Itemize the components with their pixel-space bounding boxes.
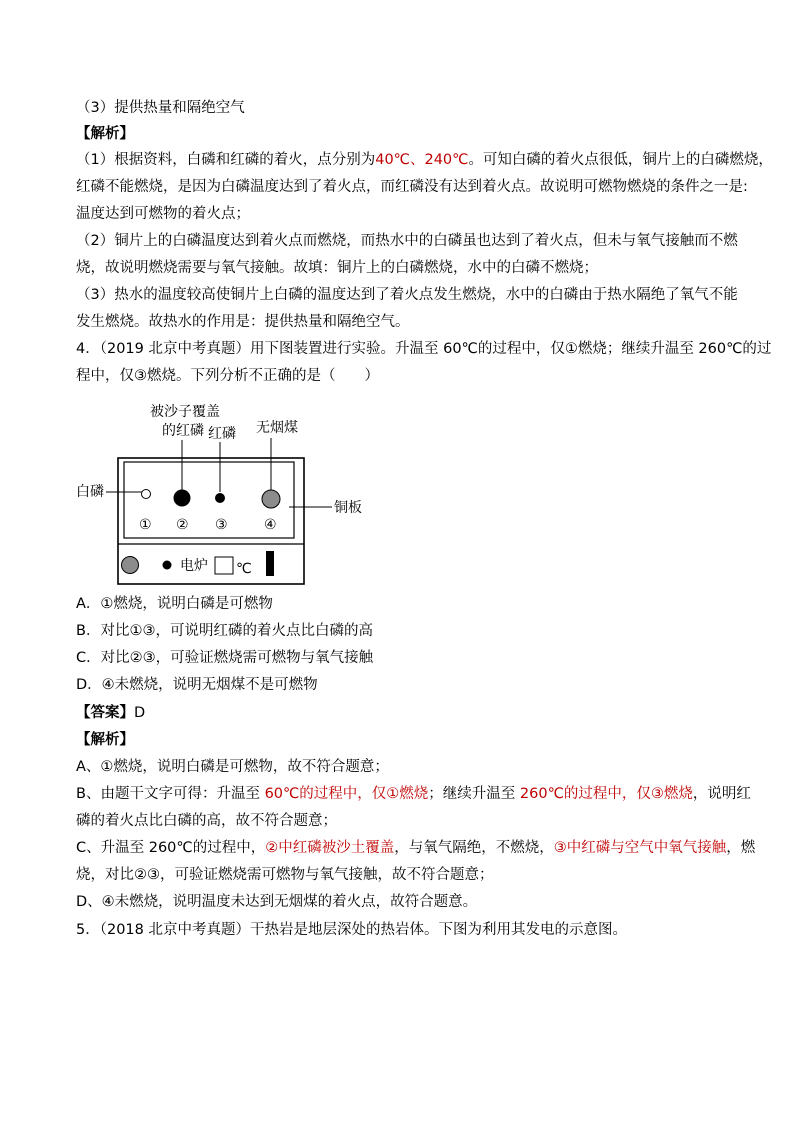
sample-number-3: ③ xyxy=(215,517,228,533)
highlight-span: 260℃的过程中，仅③燃烧 xyxy=(519,786,693,802)
white-phosphorus-sample xyxy=(142,490,151,499)
red-phosphorus-sample xyxy=(215,493,225,503)
label-red-phosphorus: 红磷 xyxy=(208,426,236,442)
analysis-1-line-2: 红磷不能燃烧，是因为白磷温度达到了着火点，而红磷没有达到着火点。故说明可燃物燃烧的条件之一是: xyxy=(76,179,748,195)
explanation-a: A、①燃烧，说明白磷是可燃物，故不符合题意； xyxy=(76,759,389,775)
explanation-b-line-2: 磷的着火点比白磷的高，故不符合题意； xyxy=(76,813,337,829)
analysis-3-line-1: （3）热水的温度较高使铜片上白磷的温度达到了着火点发生燃烧，水中的白磷由于热水隔绝了氧气不能 xyxy=(76,287,738,303)
answer-label: 【答案】 xyxy=(76,705,134,721)
explanation-c-line-2: 烧，对比②③，可验证燃烧需可燃物与氧气接触，故不符合题意； xyxy=(76,867,494,883)
text-span: ，说明红 xyxy=(692,786,751,802)
stove-switch xyxy=(266,551,274,576)
option-c: C．对比②③，可验证燃烧需可燃物与氧气接触 xyxy=(76,650,374,666)
option-d: D．④未燃烧，说明无烟煤不是可燃物 xyxy=(76,677,318,693)
analysis-2-line-1: （2）铜片上的白磷温度达到着火点而燃烧，而热水中的白磷虽也达到了着火点，但未与氧气接触而不燃 xyxy=(76,233,738,249)
label-anthracite: 无烟煤 xyxy=(256,420,298,436)
question-4-line-2: 程中，仅③燃烧。下列分析不正确的是（ ） xyxy=(76,368,379,384)
sample-number-2: ② xyxy=(176,517,189,533)
label-covered-red-phosphorus-1: 被沙子覆盖 xyxy=(150,404,220,420)
label-copper-plate: 铜板 xyxy=(334,500,362,516)
text-span: ；继续升温至 xyxy=(428,786,520,802)
stove-knob xyxy=(122,557,139,574)
analysis-heading: 【解析】 xyxy=(76,126,134,142)
temperature-unit: ℃ xyxy=(236,561,252,577)
q3-answer-line: （3）提供热量和隔绝空气 xyxy=(76,100,245,116)
experiment-diagram xyxy=(70,398,370,588)
highlight-span: 60℃的过程中，仅①燃烧 xyxy=(264,786,429,802)
sample-number-4: ④ xyxy=(264,517,277,533)
text-span: 。可知白磷的着火点很低，铜片上的白磷燃烧， xyxy=(468,152,773,168)
explanation-c-line-1 xyxy=(76,838,755,858)
label-covered-red-phosphorus-2: 的红磷 xyxy=(162,423,204,439)
highlight-span: ②中红磷被沙土覆盖 xyxy=(265,840,395,856)
temperature-display xyxy=(215,557,233,574)
sample-number-1: ① xyxy=(139,517,152,533)
highlight-span: 40℃、240℃ xyxy=(375,152,469,168)
analysis-1-line-1 xyxy=(76,150,773,170)
explanation-d: D、④未燃烧，说明温度未达到无烟煤的着火点，故符合题意。 xyxy=(76,894,478,910)
text-span: （1）根据资料，白磷和红磷的着火，点分别为 xyxy=(76,152,376,168)
question-5-line-1: 5．（2018 北京中考真题）干热岩是地层深处的热岩体。下图为利用其发电的示意图。 xyxy=(76,922,627,938)
explanation-b-line-1 xyxy=(76,784,751,804)
stove-label: 电炉 xyxy=(180,558,208,574)
text-span: ，与氧气隔绝，不燃烧， xyxy=(394,840,554,856)
stove-indicator-light xyxy=(163,561,172,570)
highlight-span: ③中红磷与空气中氧气接触 xyxy=(553,840,727,856)
text-span: ，燃 xyxy=(726,840,756,856)
analysis-1-line-3: 温度达到可燃物的着火点； xyxy=(76,206,250,222)
text-span: C、升温至 260℃的过程中， xyxy=(76,840,266,856)
option-b: B．对比①③，可说明红磷的着火点比白磷的高 xyxy=(76,623,373,639)
label-white-phosphorus: 白磷 xyxy=(76,484,104,500)
answer-value: D xyxy=(134,705,146,721)
analysis-3-line-2: 发生燃烧。故热水的作用是：提供热量和隔绝空气。 xyxy=(76,314,410,330)
answer-line xyxy=(76,703,145,723)
covered-red-phosphorus-sample xyxy=(174,490,191,507)
analysis-2-line-2: 烧，故说明燃烧需要与氧气接触。故填：铜片上的白磷燃烧，水中的白磷不燃烧； xyxy=(76,260,598,276)
anthracite-sample xyxy=(262,490,280,508)
question-4-line-1: 4．（2019 北京中考真题）用下图装置进行实验。升温至 60℃的过程中，仅①燃烧；继续升温至 260℃的过 xyxy=(76,341,772,357)
text-span: B、由题干文字可得：升温至 xyxy=(76,786,265,802)
option-a: A．①燃烧，说明白磷是可燃物 xyxy=(76,596,273,612)
analysis-heading-q4: 【解析】 xyxy=(76,732,134,748)
